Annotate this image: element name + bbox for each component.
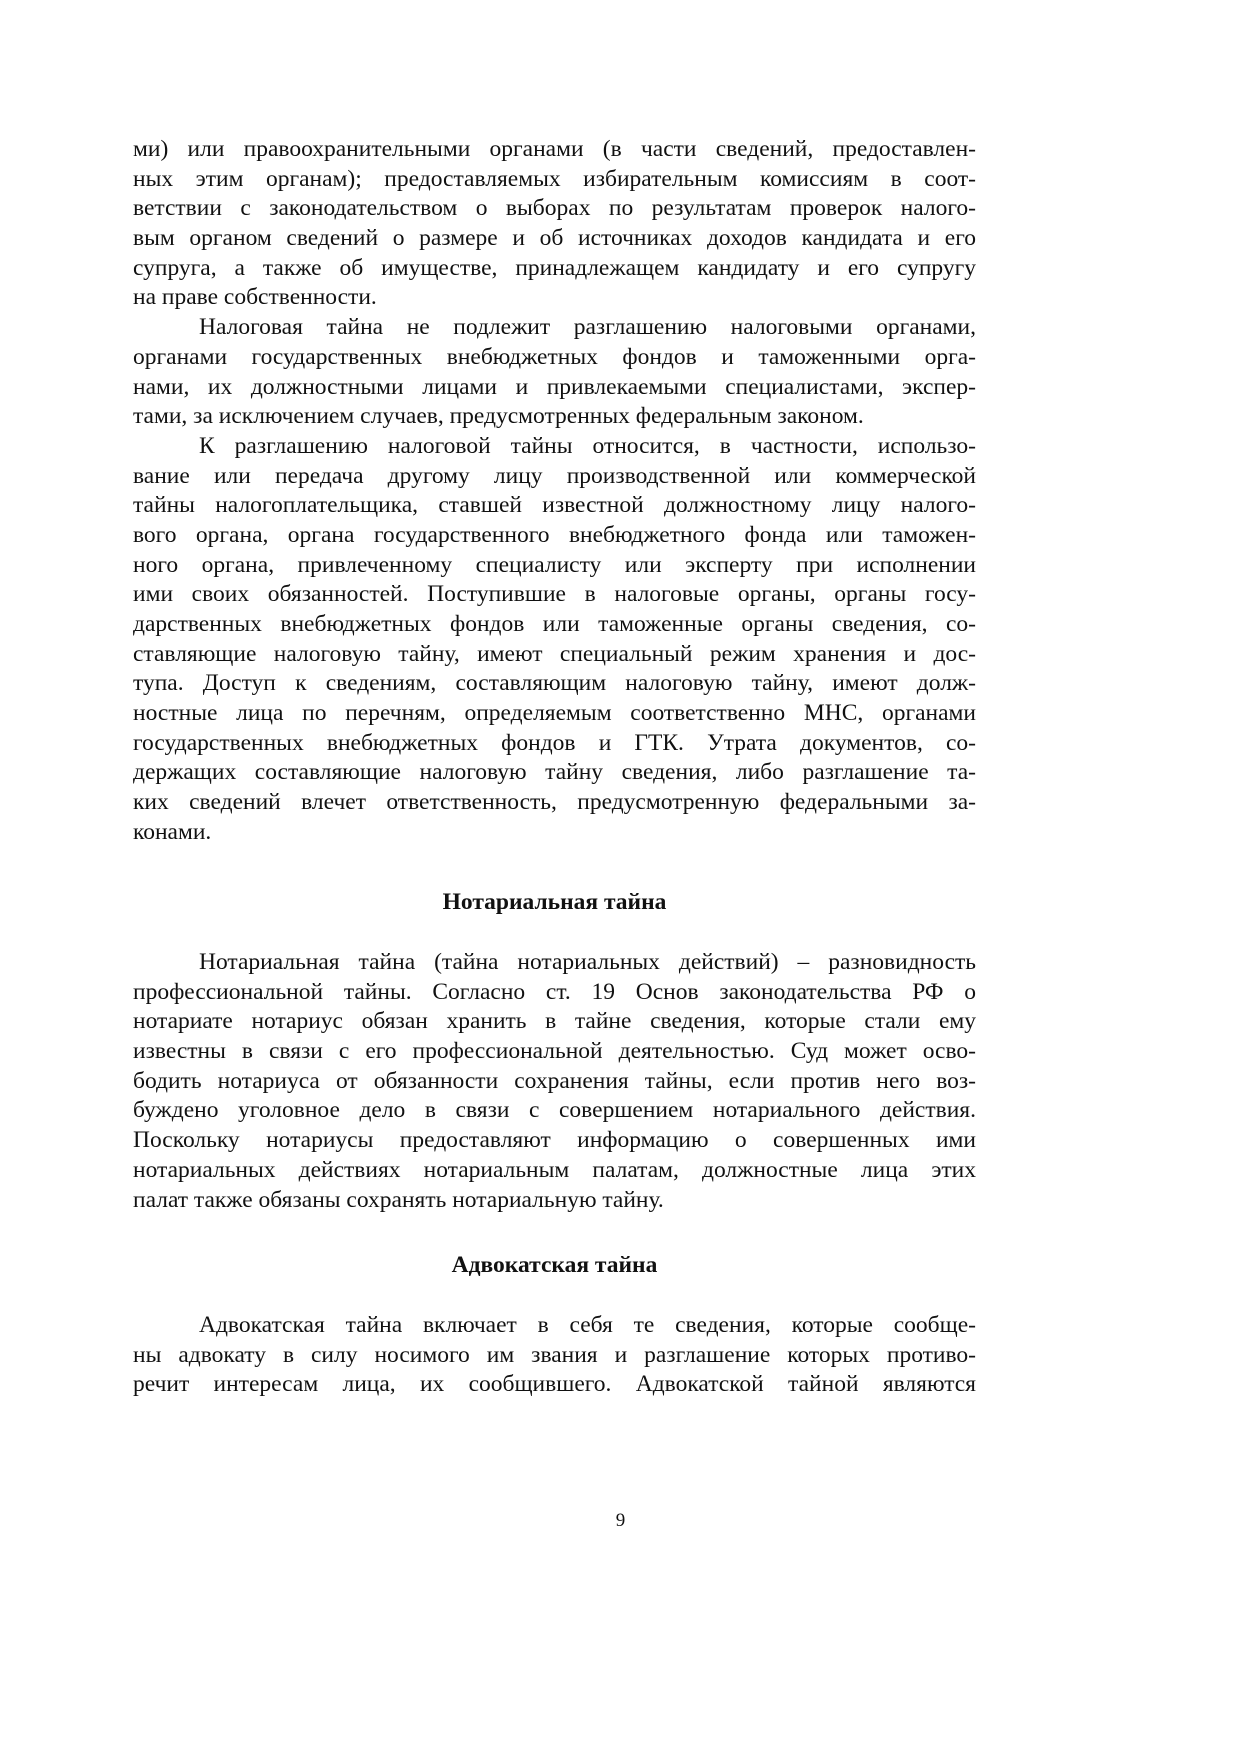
text-line: вание или передача другому лицу производственной или коммерческой bbox=[133, 462, 976, 489]
section-tax-secret bbox=[133, 135, 976, 848]
text-line: супруга, а также об имуществе, принадлежащем кандидату и его супругу bbox=[133, 254, 976, 281]
text-line: ностные лица по перечням, определяемым соответственно МНС, органами bbox=[133, 700, 976, 727]
text-line: бодить нотариуса от обязанности сохранения тайны, если против него воз- bbox=[133, 1067, 976, 1094]
text-line: тайны налогоплательщика, ставшей известной должностному лицу налого- bbox=[133, 492, 976, 519]
text-line: ми) или правоохранительными органами (в части сведений, предоставлен- bbox=[133, 136, 976, 162]
text-line: тупа. Доступ к сведениям, составляющим налоговую тайну, имеют долж- bbox=[133, 670, 976, 697]
paragraph bbox=[133, 1311, 976, 1400]
text-line: конами. bbox=[133, 818, 212, 845]
text-line: вым органом сведений о размере и об источниках доходов кандидата и его bbox=[133, 225, 976, 252]
text-line: вого органа, органа государственного внебюджетного фонда или таможен- bbox=[133, 521, 976, 548]
text-line: тами, за исключением случаев, предусмотренных федеральным законом. bbox=[133, 403, 864, 430]
text-line: нотариальных действиях нотариальным палатам, должностные лица этих bbox=[133, 1156, 976, 1183]
text-line: ного органа, привлеченному специалисту или эксперту при исполнении bbox=[133, 551, 976, 578]
text-line: известны в связи с его профессиональной деятельностью. Суд может осво- bbox=[133, 1038, 976, 1065]
paragraph bbox=[133, 135, 976, 313]
text-line: ных этим органам); предоставляемых избирательным комиссиям в соот- bbox=[133, 165, 976, 192]
text-line: государственных внебюджетных фондов и ГТК. Утрата документов, со- bbox=[133, 729, 976, 756]
text-line: держащих составляющие налоговую тайну сведения, либо разглашение та- bbox=[133, 759, 976, 786]
text-line: буждено уголовное дело в связи с совершением нотариального действия. bbox=[133, 1097, 976, 1124]
text-line: ких сведений влечет ответственность, предусмотренную федеральными за- bbox=[133, 789, 976, 816]
text-line: нами, их должностными лицами и привлекаемыми специалистами, экспер- bbox=[133, 373, 976, 400]
text-line: ны адвокату в силу носимого им звания и разглашение которых противо- bbox=[133, 1341, 976, 1368]
text-line: ветствии с законодательством о выборах по результатам проверок налого- bbox=[133, 195, 976, 222]
text-line: дарственных внебюджетных фондов или таможенные органы сведения, со- bbox=[133, 611, 976, 637]
text-line: на праве собственности. bbox=[133, 284, 377, 311]
text-line: нотариате нотариус обязан хранить в тайне сведения, которые стали ему bbox=[133, 1008, 976, 1035]
page-number: 9 bbox=[615, 1510, 626, 1531]
text-line: речит интересам лица, их сообщившего. Адвокатской тайной являются bbox=[133, 1371, 976, 1398]
text-line: К разглашению налоговой тайны относится, в частности, использо- bbox=[199, 432, 976, 459]
section-notarial-secret bbox=[133, 948, 976, 1215]
section-advocate-secret bbox=[133, 1311, 976, 1400]
heading-advocate-secret: Адвокатская тайна bbox=[451, 1252, 658, 1278]
text-line: Поскольку нотариусы предоставляют информацию о совершенных ими bbox=[133, 1127, 976, 1154]
text-line: палат также обязаны сохранять нотариальную тайну. bbox=[133, 1186, 664, 1213]
text-line: Нотариальная тайна (тайна нотариальных действий) – разновидность bbox=[199, 949, 976, 975]
text-line: ставляющие налоговую тайну, имеют специальный режим хранения и дос- bbox=[133, 640, 976, 667]
text-line: Адвокатская тайна включает в себя те сведения, которые сообще- bbox=[199, 1312, 976, 1338]
paragraph bbox=[133, 432, 976, 848]
paragraph bbox=[133, 948, 976, 1215]
heading-notarial-secret: Нотариальная тайна bbox=[442, 889, 667, 915]
text-line: профессиональной тайны. Согласно ст. 19 Основ законодательства РФ о bbox=[133, 978, 976, 1005]
text-line: Налоговая тайна не подлежит разглашению налоговыми органами, bbox=[199, 314, 976, 341]
text-line: ими своих обязанностей. Поступившие в налоговые органы, органы госу- bbox=[133, 581, 976, 608]
paragraph bbox=[133, 313, 976, 432]
text-line: органами государственных внебюджетных фондов и таможенными орга- bbox=[133, 343, 976, 370]
